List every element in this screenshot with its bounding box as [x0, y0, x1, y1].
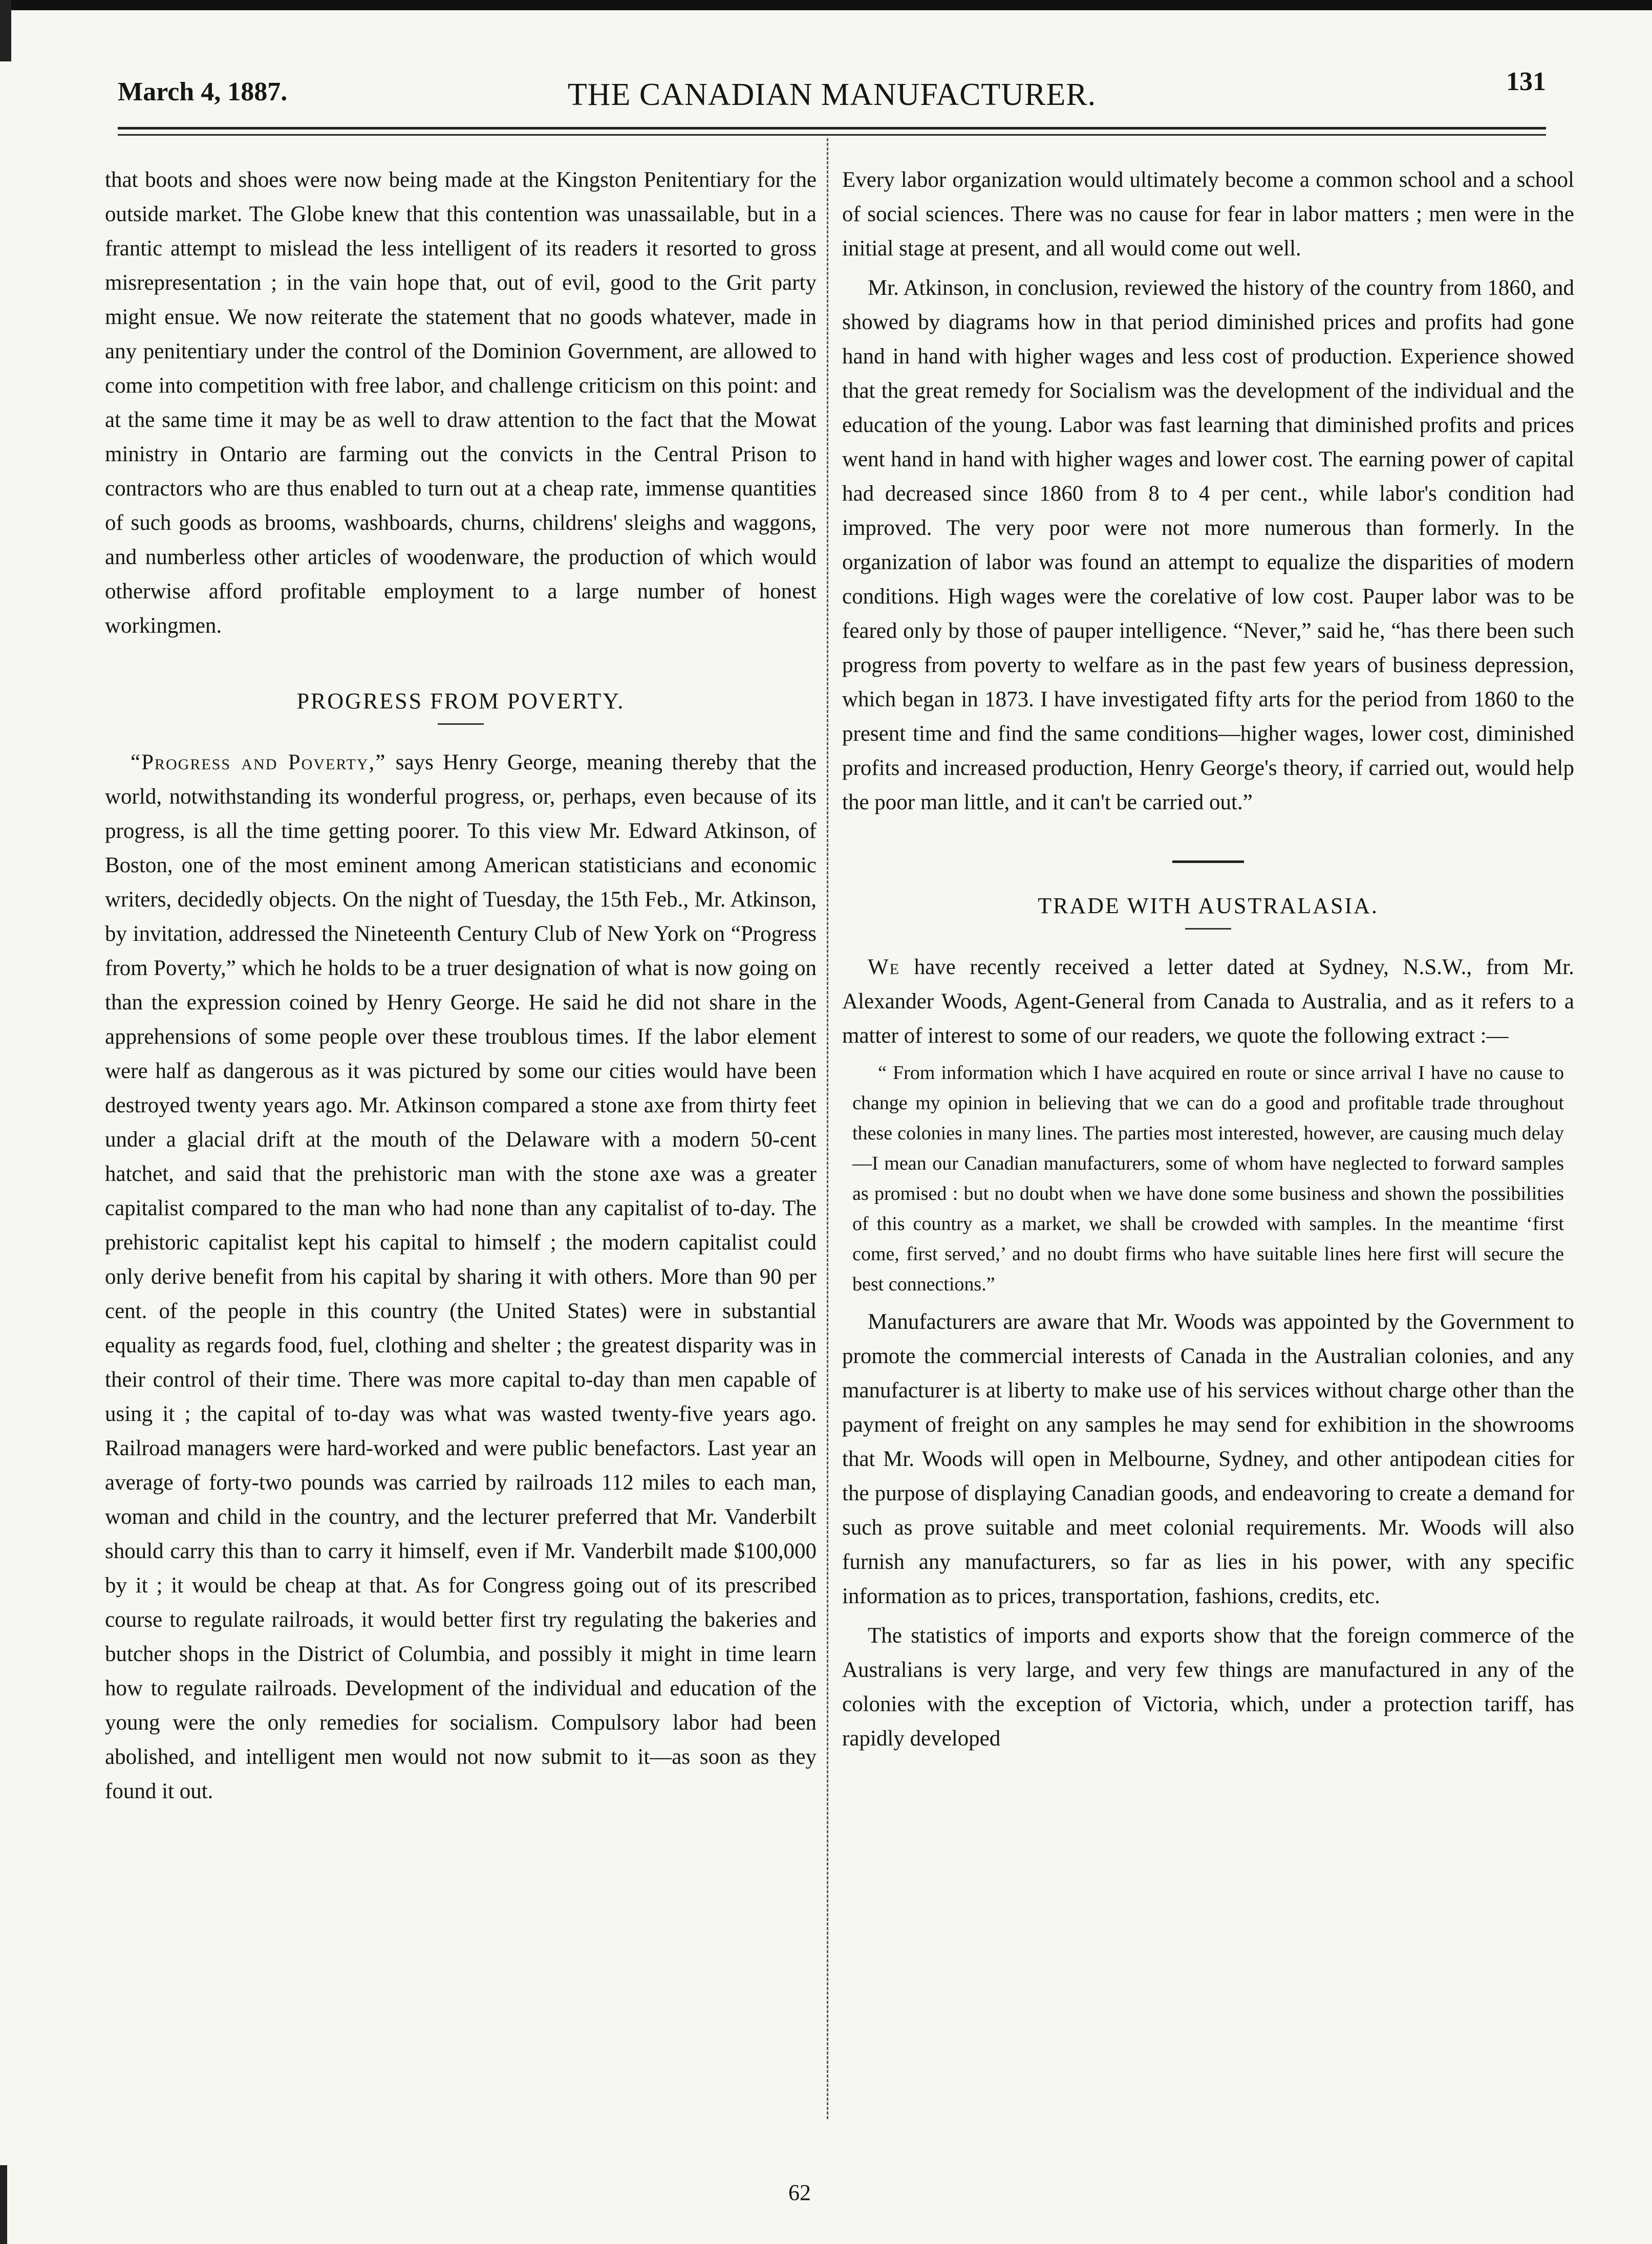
header-rule-thick: [118, 127, 1546, 130]
article-divider: [1172, 860, 1244, 863]
header-date: March 4, 1887.: [118, 77, 288, 106]
article-lead: “Progress and Poverty,”: [131, 750, 387, 774]
continued-paragraph: that boots and shoes were now being made at the Kingston Penitentiary for the outside market. The Globe knew that this contention was unassailable, but in a frantic attempt to mislead the less intelligent of its readers it resorted to gross misrepresentation ; in the vain hope that, out of evil, good to the Grit party might ensue. We now reiterate the statement that no goods whatever, made in any penitentiary under the control of the Dominion Government, are allowed to come into competition with free labor, and challenge criticism on this point: and at the same time it may be as well to draw attention to the fact that the Mowat ministry in Ontario are farming out the convicts in the Central Prison to contractors who are thus enabled to turn out at a cheap rate, immense quantities of such goods as brooms, washboards, churns, childrens' sleighs and waggons, and numberless other articles of woodenware, the production of which would otherwise afford profitable employment to a large number of honest workingmen.: [105, 168, 817, 638]
article-paragraph-progress: [105, 745, 817, 1808]
heading-rule-australasia: [1185, 928, 1231, 930]
header-rule-thin: [118, 134, 1546, 136]
publication-title: THE CANADIAN MANUFACTURER.: [567, 77, 1097, 112]
heading-rule: [438, 723, 484, 725]
intro-body: have recently received a letter dated at Sydney, N.S.W., from Mr. Alexander Woods, Agent-General from Canada to Australia, and as it refers to a matter of interest to some of our readers, we quote the following extract :—: [842, 955, 1574, 1048]
header-page-number: 131: [1506, 67, 1546, 96]
intro-lead: We: [868, 955, 900, 979]
footer-folio: 62: [788, 2180, 811, 2205]
left-edge-mark: [0, 0, 11, 61]
woods-letter-quote: “ From information which I have acquired en route or since arrival I have no cause to change my opinion in believing that we can do a good and profitable trade throughout these colonies in many lines. The parties most interested, however, are causing much delay—I mean our Canadian manufacturers, some of whom have neglected to forward samples as promised : but no doubt when we have done some business and shown the possibilities of this country as a market, we shall be crowded with samples. In the meantime ‘first come, first served,’ and no doubt firms who have suitable lines here first will secure the best connections.”: [852, 1062, 1564, 1295]
article-body: says Henry George, meaning thereby that the world, notwithstanding its wonderful progress, or, perhaps, even because of its progress, is all the time getting poorer. To this view Mr. Edward Atkinson, of Boston, one of the most eminent among American statisticians and economic writers, decidedly objects. On the night of Tuesday, the 15th Feb., Mr. Atkinson, by invitation, addressed the Nineteenth Century Club of New York on “Progress from Poverty,” which he holds to be a truer designation of what is now going on than the expression coined by Henry George. He said he did not share in the apprehensions of some people over these troublous times. If the labor element were half as dangerous as it was pictured by some our cities would have been destroyed twenty years ago. Mr. Atkinson compared a stone axe from thirty feet under a glacial drift at the mouth of the Delaware with a modern 50-cent hatchet, and said that the prehistoric man with the stone axe was a greater capitalist compared to the man who had none than any capitalist of to-day. The prehistoric capitalist kept his capital to himself ; the modern capitalist could only derive benefit from his capital by sharing it with others. More than 90 per cent. of the people in this country (the United States) were in substantial equality as regards food, fuel, clothing and shelter ; the greatest disparity was in their control of their time. There was more capital to-day than men capable of using it ; the capital of to-day was what was wasted twenty-five years ago. Railroad managers were hard-worked and were public benefactors. Last year an average of forty-two pounds was carried by railroads 112 miles to each man, woman and child in the country, and the lecturer preferred that Mr. Vanderbilt should carry this than to carry it himself, even if Mr. Vanderbilt made $100,000 by it ; it would be cheap at that. As for Congress going out of its prescribed course to regulate railroads, it would better first try regulating the bakeries and butcher shops in the District of Columbia, and possibly it might in time learn how to regulate railroads. Development of the individual and education of the young were the only remedies for socialism. Compulsory labor had been abolished, and intelligent men would not now submit to it—as soon as they found it out.: [105, 750, 817, 1803]
statistics-paragraph: The statistics of imports and exports show that the foreign commerce of the Australians is very large, and very few things are manufactured in any of the colonies with the exception of Victoria, which, under a protection tariff, has rapidly developed: [842, 1624, 1574, 1751]
left-edge-mark-bottom: [0, 2165, 7, 2244]
page-header: [118, 67, 1546, 123]
article-heading-progress: PROGRESS FROM POVERTY.: [296, 688, 625, 714]
australasia-intro-paragraph: [842, 950, 1574, 1053]
atkinson-conclusion-paragraph: Mr. Atkinson, in conclusion, reviewed the history of the country from 1860, and showed by diagrams how in that period diminished prices and profits had gone hand in hand with higher wages and less cost of production. Experience showed that the great remedy for Socialism was the development of the individual and the education of the young. Labor was fast learning that diminished profits and prices went hand in hand with higher wages and lower cost. The earning power of capital had decreased since 1860 from 8 to 4 per cent., while labor's condition had improved. The very poor were not more numerous than formerly. In the organization of labor was found an attempt to equalize the disparities of modern conditions. High wages were the corelative of low cost. Pauper labor was to be feared only by those of pauper intelligence. “Never,” said he, “has there been such progress from poverty to welfare as in the past few years of business depression, which began in 1873. I have investigated fifty arts for the period from 1860 to the present time and find the same conditions—higher wages, lower cost, diminished profits and increased production, Henry George's theory, if carried out, would help the poor man little, and it can't be carried out.”: [842, 276, 1574, 814]
top-edge-bar: [0, 0, 1652, 10]
left-column: [105, 163, 817, 1814]
continued-paragraph-right: Every labor organization would ultimately become a common school and a school of social sciences. There was no cause for fear in labor matters ; men were in the initial stage at present, and all would come out well.: [842, 168, 1574, 261]
article-heading-australasia: TRADE WITH AUSTRALASIA.: [1038, 893, 1379, 918]
manufacturers-paragraph: Manufacturers are aware that Mr. Woods was appointed by the Government to promote the commercial interests of Canada in the Australian colonies, and any manufacturer is at liberty to make use of his services without charge other than the payment of freight on any samples he may send for exhibition in the showrooms that Mr. Woods will open in Melbourne, Sydney, and other antipodean cities for the purpose of displaying Canadian goods, and endeavoring to create a demand for such as prove suitable and meet colonial requirements. Mr. Woods will also furnish any manufacturers, so far as lies in his power, with any specific information as to prices, transportation, fashions, credits, etc.: [842, 1310, 1574, 1608]
right-column: [842, 163, 1574, 1761]
column-divider: [827, 138, 830, 2119]
